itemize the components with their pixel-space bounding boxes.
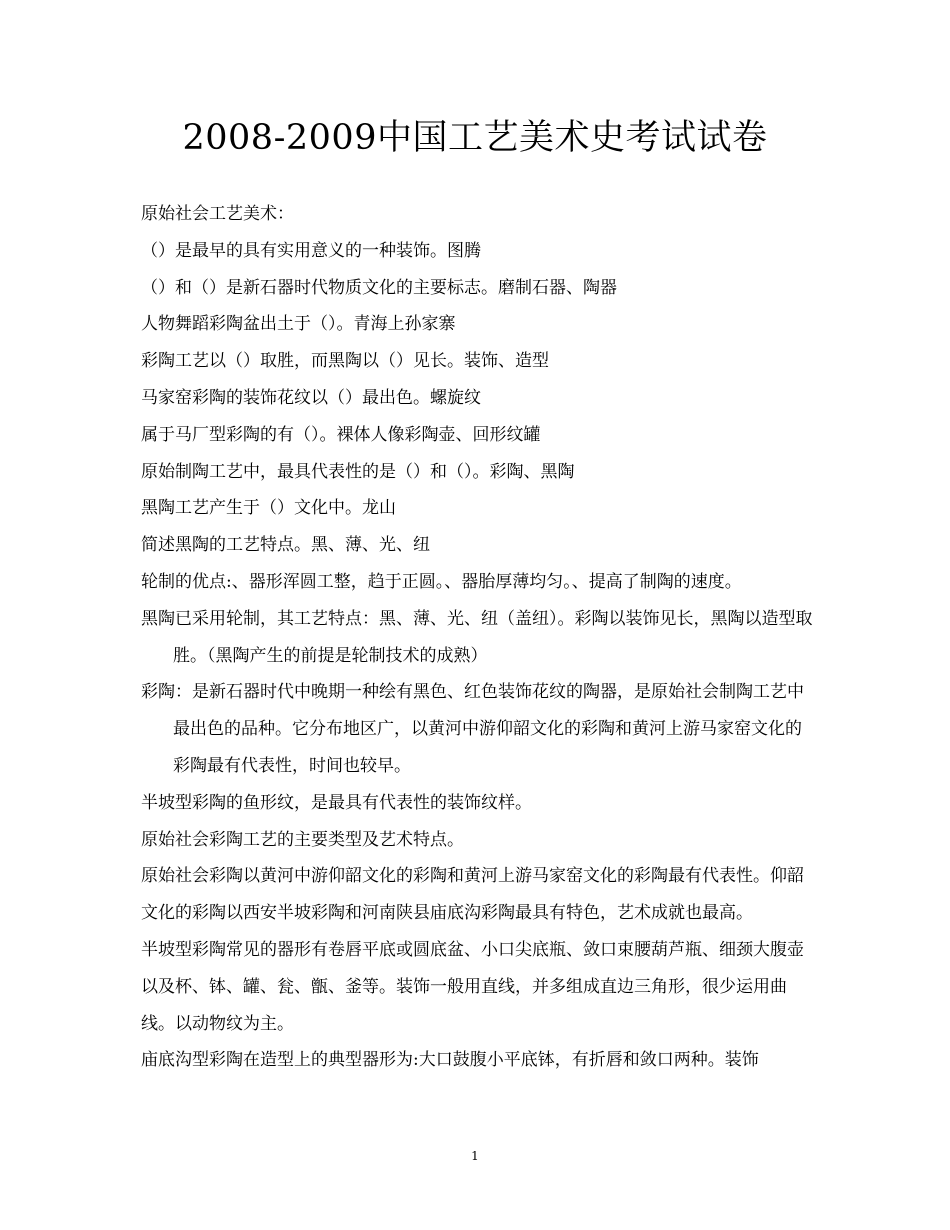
paragraph: 庙底沟型彩陶在造型上的典型器形为:大口鼓腹小平底钵，有折唇和敛口两种。装饰	[141, 1050, 759, 1071]
paragraph: 半坡型彩陶常见的器形有卷唇平底或圆底盆、小口尖底瓶、敛口束腰葫芦瓶、细颈大腹壶以及杯、钵、罐、瓮、甑、釜等。装饰一般用直线，并多组成直边三角形，很少运用曲线。以动物纹为主。	[141, 939, 804, 1034]
paragraph: 人物舞蹈彩陶盆出土于（）。青海上孙家寨	[141, 314, 456, 335]
paragraph: （）和（）是新石器时代物质文化的主要标志。磨制石器、陶器	[141, 277, 617, 298]
paragraph: 简述黑陶的工艺特点。黑、薄、光、纽	[141, 535, 430, 556]
paragraph: 黑陶工艺产生于（）文化中。龙山	[141, 498, 396, 519]
paragraph: 轮制的优点:、器形浑圆工整，趋于正圆。、器胎厚薄均匀。、提高了制陶的速度。	[141, 571, 742, 592]
paragraph: 属于马厂型彩陶的有（）。裸体人像彩陶壶、回形纹罐	[141, 424, 541, 445]
document-title: 2008-2009中国工艺美术史考试试卷	[182, 118, 768, 158]
paragraph: 彩陶工艺以（）取胜，而黑陶以（）见长。装饰、造型	[141, 351, 549, 372]
paragraph: 半坡型彩陶的鱼形纹，是最具有代表性的装饰纹样。	[141, 792, 532, 813]
paragraph: 原始社会彩陶以黄河中游仰韶文化的彩陶和黄河上游马家窑文化的彩陶最有代表性。仰韶文化的彩陶以西安半坡彩陶和河南陕县庙底沟彩陶最具有特色，艺术成就也最高。	[141, 866, 804, 924]
page-number: 1	[471, 1149, 479, 1163]
paragraph: 原始社会工艺美术：	[141, 204, 294, 224]
document-body	[141, 196, 813, 1079]
paragraph: （）是最早的具有实用意义的一种装饰。图腾	[141, 240, 481, 261]
paragraph: 黑陶已采用轮制，其工艺特点：黑、薄、光、纽（盖纽）。彩陶以装饰见长，黑陶以造型取胜。（黑陶产生的前提是轮制技术的成熟）	[141, 608, 813, 666]
paragraph: 原始制陶工艺中，最具代表性的是（）和（）。彩陶、黑陶	[141, 461, 575, 482]
paragraph: 马家窑彩陶的装饰花纹以（）最出色。螺旋纹	[141, 387, 481, 408]
paragraph: 原始社会彩陶工艺的主要类型及艺术特点。	[141, 829, 464, 850]
paragraph: 彩陶：是新石器时代中晚期一种绘有黑色、红色装饰花纹的陶器，是原始社会制陶工艺中最出色的品种。它分布地区广，以黄河中游仰韶文化的彩陶和黄河上游马家窑文化的彩陶最有代表性，时间也较早。	[141, 682, 804, 776]
